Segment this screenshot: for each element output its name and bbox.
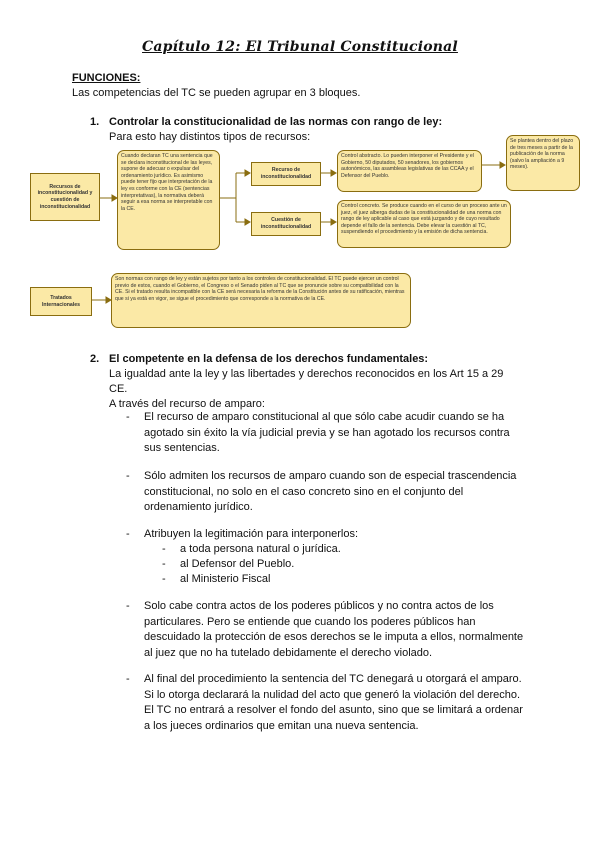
bullet-dash: - <box>126 411 130 423</box>
tratados-detail-box: Son normas con rango de ley y están sujetos por tanto a los controles de constitucionalidad. El TC puede ejercer un control previo de estos, cuando el Gobierno, el Congreso o el Senado piden al TC que se pronuncie sobre su compatibilidad con la CE. Si el tratado resulta incompatible con la CE será necesaria la reforma de la Constitución antes de su ratificación, mientras que si ya está en vigor, se sigue el procedimiento que corresponde a la normativa de la CE. <box>111 273 411 328</box>
sub-bullet-dash: - <box>162 558 166 570</box>
funciones-heading: FUNCIONES: <box>72 72 141 84</box>
sub-bullet-3: al Ministerio Fiscal <box>180 573 271 585</box>
page-title: Capítulo 12: El Tribunal Constitucional <box>142 39 458 55</box>
bullet-1: El recurso de amparo constitucional al que sólo cabe acudir cuando se ha agotado sin éxito la vía judicial previa y se han agotado los recursos contra sus sentencias. <box>144 411 510 454</box>
bullet-dash: - <box>126 470 130 482</box>
bullet-3: Atribuyen la legitimación para interponerlos: <box>144 528 359 540</box>
section1-heading: Controlar la constitucionalidad de las normas con rango de ley: <box>109 116 443 128</box>
bullet-5: Al final del procedimiento la sentencia del TC denegará u otorgará el amparo. Si lo otorga declarará la nulidad del acto que generó la violación del derecho. El TC no entrará a resolver el fondo del asunto, sino que se limitará a ordenar a los jueces ordinarios que emitan una nueva sentencia. <box>144 673 523 732</box>
tratados-box: Tratados Internacionales <box>30 287 92 316</box>
sub-bullet-dash: - <box>162 573 166 585</box>
section2-line1: La igualdad ante la ley y las libertades y derechos reconocidos en los Art 15 a 29 <box>109 368 504 380</box>
recurso-inconstitucionalidad-box: Recurso de inconstitucionalidad <box>251 162 321 186</box>
section2-heading: El competente en la defensa de los derechos fundamentales: <box>109 353 429 365</box>
section2-line3: A través del recurso de amparo: <box>109 398 265 410</box>
sub-bullet-2: al Defensor del Pueblo. <box>180 558 295 570</box>
section1-subtitle: Para esto hay distintos tipos de recursos: <box>109 131 311 143</box>
recurso-detail-box: Control abstracto. Lo pueden interponer el Presidente y el Gobierno, 50 diputados, 50 senadores, los gobiernos autonómicos, las asambleas legislativas de las CCAA y el Defensor del Pueblo. <box>337 150 482 192</box>
section2-line2: CE. <box>109 383 128 395</box>
section1-number: 1. <box>90 116 100 128</box>
cuestion-inconstitucionalidad-box: Cuestión de inconstitucionalidad <box>251 212 321 236</box>
sub-bullet-1: a toda persona natural o jurídica. <box>180 543 341 555</box>
recursos-box: Recursos de inconstitucionalidad y cuestión de inconstitucionalidad <box>30 173 100 221</box>
bullet-dash: - <box>126 528 130 540</box>
bullet-4: Solo cabe contra actos de los poderes públicos y no contra actos de los particulares. Pero se entiende que cuando los poderes públicos han descuidado la protección de esos derechos se le imputa a ellos, normalmente al juez que no ha tutelado debidamente el derecho violado. <box>144 600 524 659</box>
sub-bullet-dash: - <box>162 543 166 555</box>
bullet-2: Sólo admiten los recursos de amparo cuando son de especial trascendencia constitucional, no solo en el caso concreto sino en el conjunto del ordenamiento jurídico. <box>144 470 517 513</box>
section2-number: 2. <box>90 353 100 365</box>
plazo-box: Se plantea dentro del plazo de tres meses a partir de la publicación de la norma (salvo la ampliación a 9 meses). <box>506 135 580 191</box>
bullet-dash: - <box>126 600 130 612</box>
explain-box: Cuando declaran TC una sentencia que se declara inconstitucional de las leyes, supone de adecuar o expulsar del ordenamiento jurídico. Es asimismo puede tener fijo que interpretación de la ley es conforme con la CE (sentencias interpretativas), la normativa deberá seguir a esa norma se interpretable con la CE. <box>117 150 220 250</box>
cuestion-detail-box: Control concreto. Se produce cuando en el curso de un proceso ante un juez, el juez alberga dudas de la constitucionalidad de una norma con rango de ley aplicable al caso que está juzgando y de cuyo resultado depende el fallo de la sentencia. Debe elevar la cuestión al TC, suspendiendo el procedimiento y la emisión de dicha sentencia. <box>337 200 511 248</box>
bullet-dash: - <box>126 673 130 685</box>
funciones-intro: Las competencias del TC se pueden agrupar en 3 bloques. <box>72 87 361 99</box>
